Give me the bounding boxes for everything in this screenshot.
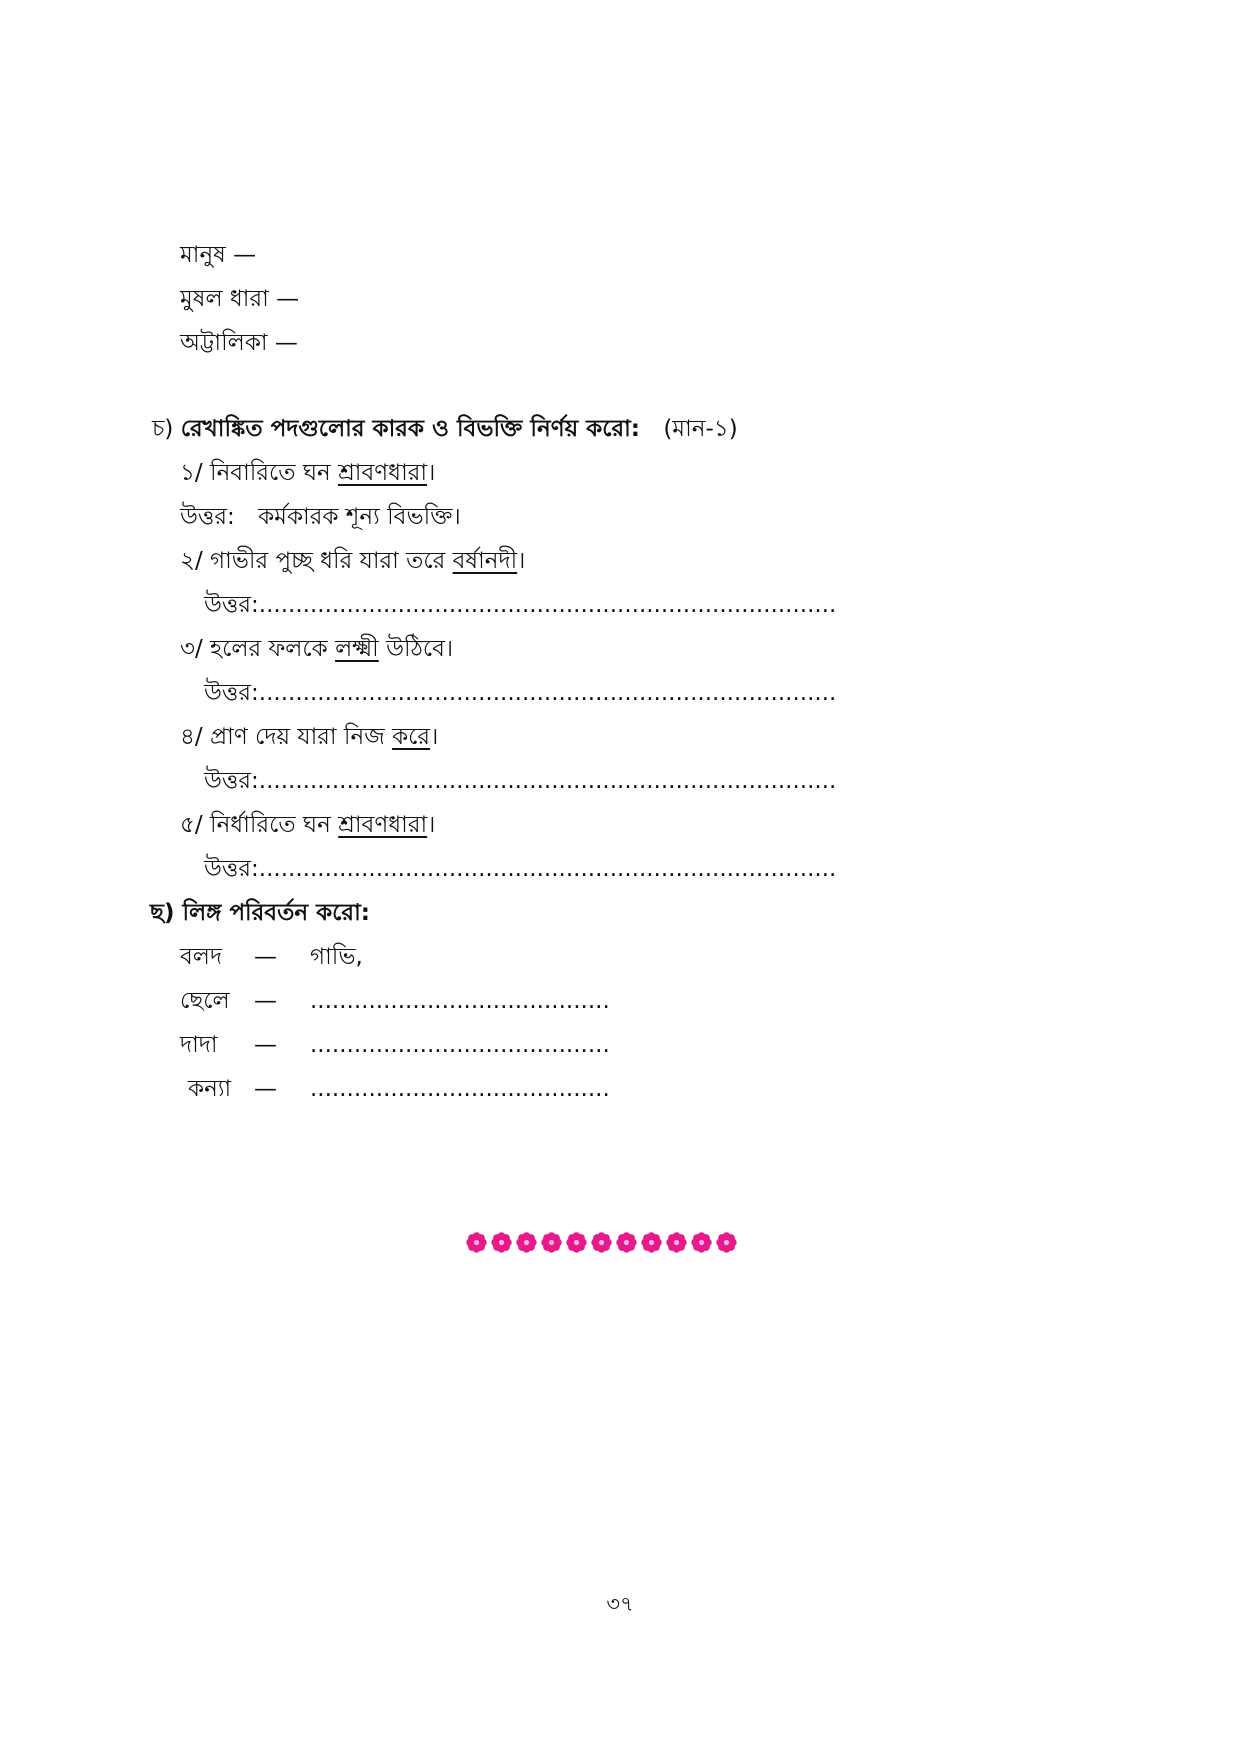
question-text: হলের ফলকে [210, 636, 328, 662]
section-title: লিঙ্গ পরিবর্তন করো: [182, 900, 370, 926]
flower-icon [616, 1232, 637, 1253]
answer-label: উত্তর: [180, 504, 235, 530]
dash: — [254, 1076, 277, 1102]
question-text: নির্ধারিতে ঘন [210, 812, 331, 838]
question-number: ২/ [180, 548, 203, 574]
underlined-word: বর্ষানদী [452, 548, 518, 574]
question-1 [180, 458, 435, 488]
question-text-end: । [427, 812, 436, 838]
flower-icon [566, 1232, 587, 1253]
flower-icon [466, 1232, 487, 1253]
question-2 [180, 546, 525, 576]
question-3 [180, 634, 453, 664]
question-text: নিবারিতে ঘন [210, 460, 331, 486]
gender-word: বলদ [180, 944, 223, 970]
question-5 [180, 810, 435, 840]
underlined-word: লক্ষ্মী [335, 636, 379, 662]
answer-text: কর্মকারক শূন্য বিভক্তি। [258, 504, 461, 530]
flower-icon [541, 1232, 562, 1253]
underlined-word: শ্রাবণধারা [338, 812, 428, 838]
section-label: ছ) [150, 900, 175, 926]
answer-1 [180, 502, 461, 532]
question-number: ১/ [180, 460, 203, 486]
gender-answer: ......................................... [310, 988, 610, 1014]
gender-word: ছেলে [180, 988, 230, 1014]
answer-line: উত্তর:............................................................................... [204, 680, 837, 706]
section-title: রেখাঙ্কিত পদগুলোর কারক ও বিভক্তি নির্ণয় করো: [180, 416, 641, 442]
section-heading [150, 898, 370, 928]
question-text-end: । [427, 460, 436, 486]
answer-line: উত্তর:............................................................................... [204, 768, 837, 794]
answer-line: উত্তর:............................................................................... [204, 592, 837, 618]
list-item: অট্টালিকা — [180, 330, 298, 356]
gender-word: দাদা [180, 1032, 218, 1058]
list-item: মুষল ধারা — [180, 286, 300, 312]
flower-ornament [466, 1232, 737, 1256]
section-label: চ) [152, 416, 174, 442]
flower-icon [591, 1232, 612, 1253]
gender-word: কন্যা [188, 1076, 232, 1102]
flower-icon [691, 1232, 712, 1253]
flower-icon [516, 1232, 537, 1253]
flower-icon [641, 1232, 662, 1253]
page-number: ৩৭ [606, 1592, 634, 1616]
question-text: গাভীর পুচ্ছ ধরি যারা তরে [210, 548, 446, 574]
dash: — [254, 944, 277, 970]
gender-answer: ......................................... [310, 1032, 610, 1058]
flower-icon [716, 1232, 737, 1253]
question-number: ৩/ [180, 636, 203, 662]
dash: — [254, 988, 277, 1014]
section-heading [152, 414, 738, 444]
question-text: প্রাণ দেয় যারা নিজ [210, 724, 385, 750]
underlined-word: শ্রাবণধারা [338, 460, 428, 486]
flower-icon [666, 1232, 687, 1253]
question-text-end: । [517, 548, 526, 574]
dash: — [254, 1032, 277, 1058]
gender-answer: গাভি, [310, 944, 363, 970]
answer-line: উত্তর:............................................................................... [204, 856, 837, 882]
marks-label: (মান-১) [663, 416, 738, 442]
underlined-word: করে [392, 724, 431, 750]
flower-icon [491, 1232, 512, 1253]
question-number: ৫/ [180, 812, 203, 838]
question-4 [180, 722, 438, 752]
gender-answer: ......................................... [310, 1076, 610, 1102]
question-text-end: উঠিবে। [386, 636, 454, 662]
question-text-end: । [430, 724, 439, 750]
question-number: ৪/ [180, 724, 203, 750]
list-item: মানুষ — [180, 242, 257, 268]
